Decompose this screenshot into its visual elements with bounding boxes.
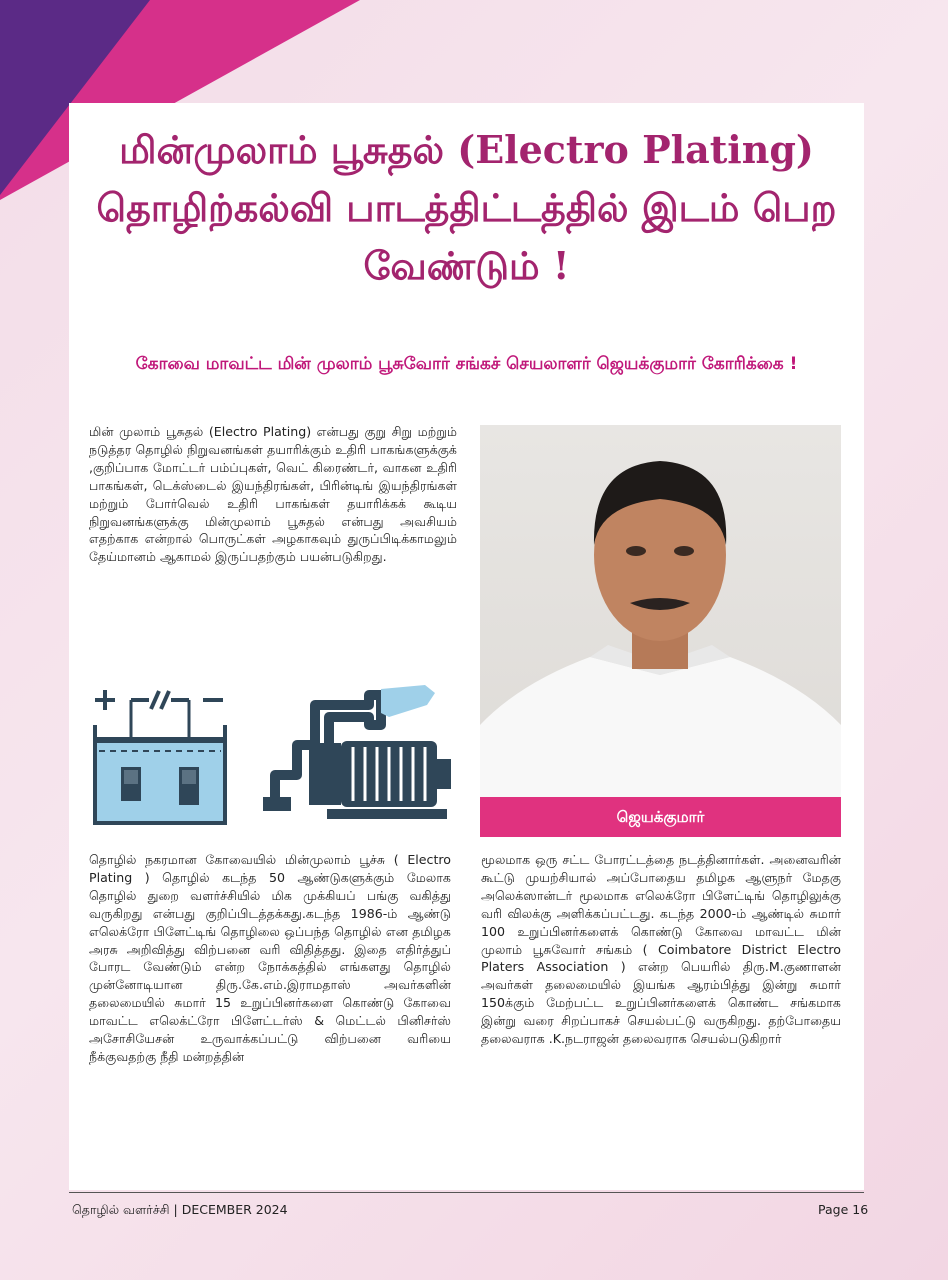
motor-pump-icon: [257, 685, 457, 825]
body-paragraph-right: மூலமாக ஒரு சட்ட போரட்டத்தை நடத்தினார்கள். அனைவரின் கூட்டு முயற்சியால் அப்போதைய தமிழக ஆளுநர் மேதகு அலெக்ஸான்டர் மூலமாக எலெக்ரோ பிளேட்டிங் தொழிலுக்கு வரி விலக்கு அளிக்கப்பட்டது. கடந்த 2000-ம் ஆண்டில் சுமார் 100 உறுப்பினர்களைக் கொண்டு கோவை மாவட்ட மின் முலாம் பூசுவோர் சங்கம் ( Coimbatore District Electro Platers Association ) என்ற பெயரில் திரு.M.குணாளன் அவர்கள் தலைமையில் இயங்க ஆரம்பித்து இன்று சுமார் 150க்கும் மேற்பட்ட உறுப்பினர்களைக் கொண்ட சங்கமாக இன்று வரை சிறப்பாகச் செயல்பட்டு வருகிறது. தற்போதைய தலைவராக .K.நடராஜன் தலைவராக செயல்படுகிறார்: [481, 852, 841, 1047]
footer-publication: தொழில் வளர்ச்சி | DECEMBER 2024: [72, 1202, 288, 1217]
footer-divider: [69, 1192, 864, 1193]
intro-paragraph: மின் முலாம் பூசுதல் (Electro Plating) என்பது குறு சிறு மற்றும் நடுத்தர தொழில் நிறுவனங்கள் தயாரிக்கும் உதிரி பாகங்களுக்குக் ,குறிப்பாக மோட்டர் பம்ப்புகள், வெட் கிரைண்டர், வாகன உதிரி பாகங்கள், டெக்ஸ்டைல் இயந்திரங்கள், பிரின்டிங் இயந்திரங்கள் மற்றும் போர்வெல் உதிரி பாகங்கள் தயாரிக்கக் கூடிய நிறுவனங்களுக்கு மின்முலாம் பூசுதல் என்பது அவசியம் எதற்காக என்றால் பொருட்கள் அழகாகவும் துருப்பிடிக்காமலும் தேய்மானம் ஆகாமல் இருப்பதற்கும் பயன்படுகிறது.: [89, 424, 457, 565]
article-page: [69, 103, 864, 1190]
subheadline: கோவை மாவட்ட மின் முலாம் பூசுவோர் சங்கச் செயலாளர் ஜெயக்குமார் கோரிக்கை !: [135, 354, 798, 374]
page-number: Page 16: [818, 1202, 869, 1217]
page-title: மின்முலாம் பூசுதல் (Electro Plating) தொழிற்கல்வி பாடத்திட்டத்தில் இடம் பெற வேண்டும் !: [96, 127, 837, 288]
photo-caption: ஜெயக்குமார்: [480, 797, 841, 837]
electroplating-cell-icon: [91, 685, 231, 825]
body-paragraph-left: தொழில் நகரமான கோவையில் மின்முலாம் பூச்சு ( Electro Plating ) தொழில் கடந்த 50 ஆண்டுகளுக்கும் மேலாக தொழில் துறை வளர்ச்சியில் மிக முக்கியப் பங்கு வகித்து வருகிறது என்பது குறிப்பிடத்தக்கது.கடந்த 1986-ம் ஆண்டு எலெக்ரோ பிளேட்டிங் தொழிலை ஒப்பந்த தொழில் என தமிழக அரசு அறிவித்து விற்பனை வரி விதித்தது. இதை எதிர்த்துப் போரட வேண்டும் என்ற நோக்கத்தில் எங்களது தொழில் முன்னோடியான திரு.கே.எம்.இராமதாஸ் அவர்களின் தலைமையில் சுமார் 15 உறுப்பினர்களை கொண்டு கோவை மாவட்ட எலெக்ட்ரோ பிளேட்டர்ஸ் & மெட்டல் பினிசர்ஸ் அசோசியேசன் உருவாக்கப்பட்டு விற்பனை வரியை நீக்குவதற்கு நீதி மன்றத்தின்: [89, 852, 451, 1064]
portrait-photo: [480, 425, 841, 797]
